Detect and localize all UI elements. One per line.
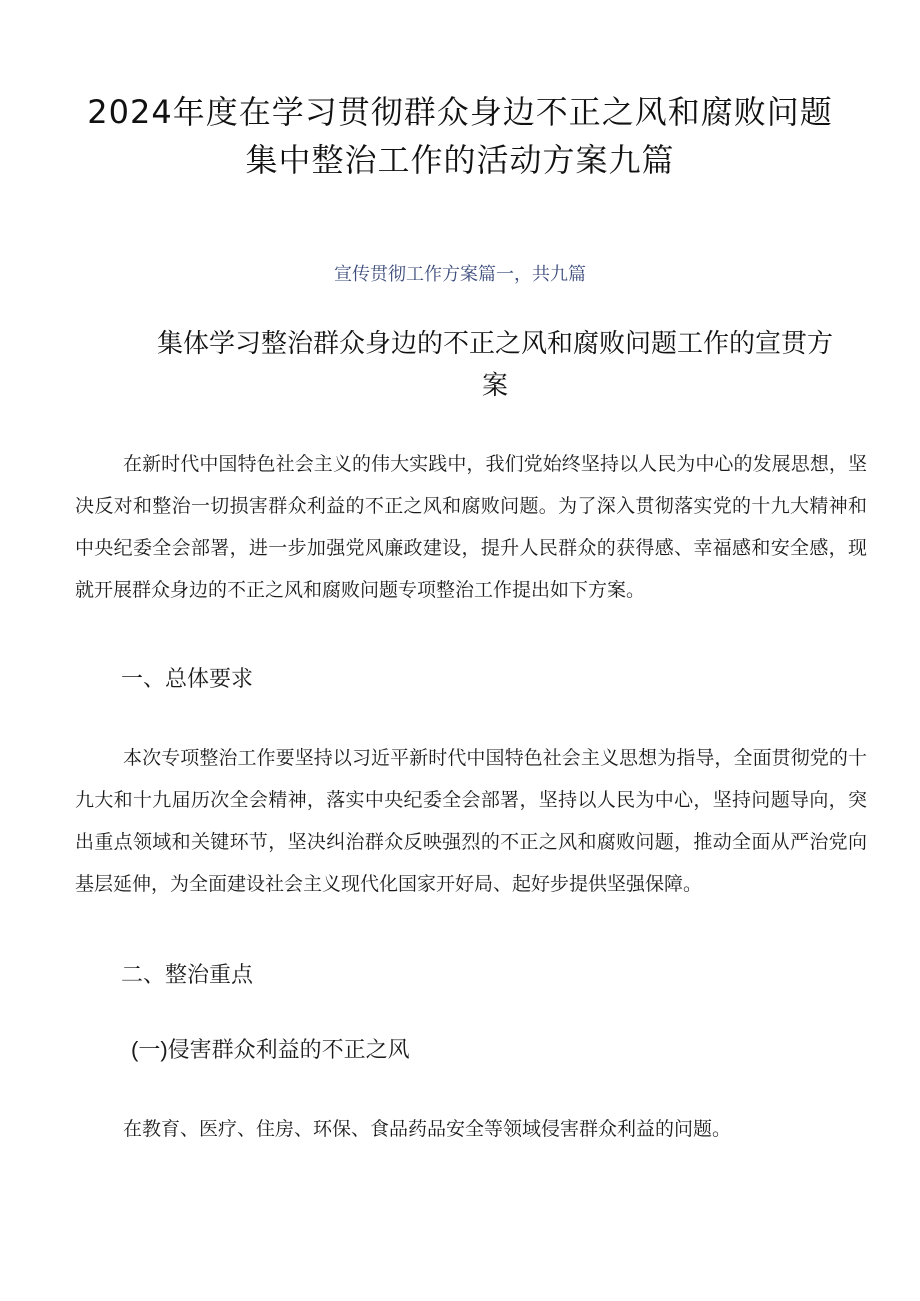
section-2-subheading: (一)侵害群众利益的不正之风 <box>131 1037 410 1062</box>
section-1-heading: 一、总体要求 <box>121 666 254 691</box>
section-2-paragraph: 在教育、医疗、住房、环保、食品药品安全等领域侵害群众利益的问题。 <box>123 1118 732 1140</box>
intro-paragraph: 在新时代中国特色社会主义的伟大实践中，我们党始终坚持以人民为中心的发展思想，坚决反对和整治一切损害群众利益的不正之风和腐败问题。为了深入贯彻落实党的十九大精神和中央纪委全会部署，进一步加强党风廉政建设，提升人民群众的获得感、幸福感和安全感，现就开展群众身边的不正之风和腐败问题专项整治工作提出如下方案。 <box>75 453 867 601</box>
plan-heading-line-1: 集体学习整治群众身边的不正之风和腐败问题工作的宣贯方 <box>156 328 833 358</box>
plan-heading-line-2: 案 <box>481 370 508 400</box>
section-1-paragraph: 本次专项整治工作要坚持以习近平新时代中国特色社会主义思想为指导，全面贯彻党的十九大和十九届历次全会精神，落实中央纪委全会部署，坚持以人民为中心，坚持问题导向，突出重点领域和关键环节，坚决纠治群众反映强烈的不正之风和腐败问题，推动全面从严治党向基层延伸，为全面建设社会主义现代化国家开好局、起好步提供坚强保障。 <box>75 747 867 895</box>
section-2-heading: 二、整治重点 <box>121 962 254 987</box>
document-title-line-1: 2024年度在学习贯彻群众身边不正之风和腐败问题 <box>87 93 833 131</box>
plan-heading <box>110 322 880 406</box>
document-title <box>60 88 860 184</box>
document-subtitle: 宣传贯彻工作方案篇一，共九篇 <box>334 264 586 285</box>
document-title-line-2: 集中整治工作的活动方案九篇 <box>245 141 675 179</box>
